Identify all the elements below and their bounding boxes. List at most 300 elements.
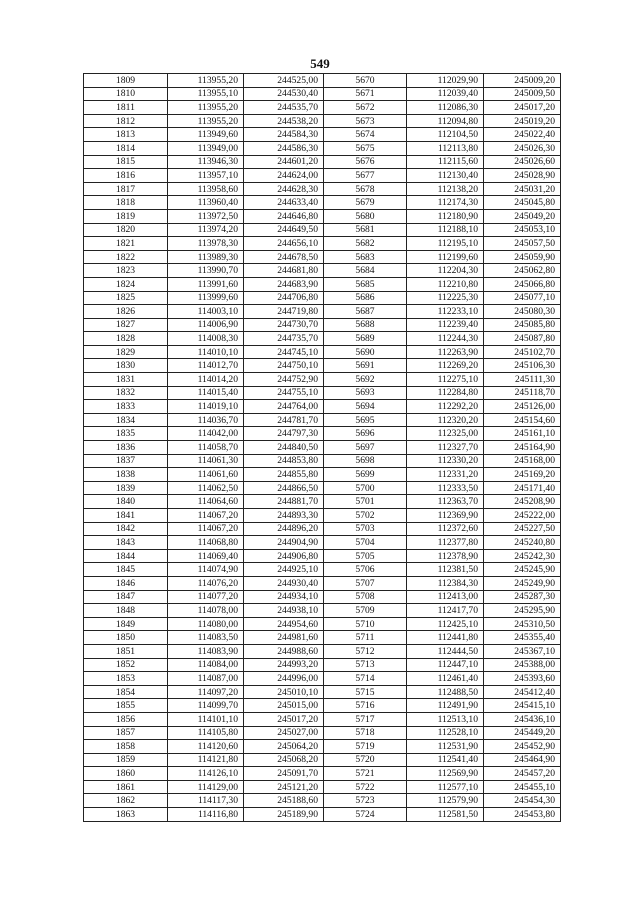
point-number-cell: 1843 [84, 536, 168, 550]
point-number-cell: 5672 [324, 101, 407, 115]
point-number-cell: 1840 [84, 495, 168, 509]
point-number-cell: 1824 [84, 277, 168, 291]
point-number-cell: 1814 [84, 141, 168, 155]
x-coordinate-cell: 112138,20 [407, 182, 484, 196]
x-coordinate-cell: 113955,10 [168, 87, 244, 101]
point-number-cell: 5674 [324, 128, 407, 142]
x-coordinate-cell: 112244,30 [407, 332, 484, 346]
point-number-cell: 1827 [84, 318, 168, 332]
x-coordinate-cell: 114064,60 [168, 495, 244, 509]
y-coordinate-cell: 244988,60 [244, 644, 324, 658]
x-coordinate-cell: 112325,00 [407, 427, 484, 441]
point-number-cell: 1841 [84, 509, 168, 523]
y-coordinate-cell: 245436,10 [484, 712, 561, 726]
x-coordinate-cell: 112330,20 [407, 454, 484, 468]
y-coordinate-cell: 244981,60 [244, 631, 324, 645]
point-number-cell: 1859 [84, 753, 168, 767]
x-coordinate-cell: 112320,20 [407, 413, 484, 427]
x-coordinate-cell: 114074,90 [168, 563, 244, 577]
x-coordinate-cell: 113990,70 [168, 264, 244, 278]
table-row [84, 400, 561, 414]
table-row [84, 114, 561, 128]
x-coordinate-cell: 112513,10 [407, 712, 484, 726]
x-coordinate-cell: 112417,70 [407, 604, 484, 618]
point-number-cell: 5720 [324, 753, 407, 767]
point-number-cell: 5700 [324, 481, 407, 495]
y-coordinate-cell: 245455,10 [484, 780, 561, 794]
point-number-cell: 1832 [84, 386, 168, 400]
x-coordinate-cell: 113955,20 [168, 74, 244, 88]
x-coordinate-cell: 112180,90 [407, 209, 484, 223]
x-coordinate-cell: 112363,70 [407, 495, 484, 509]
x-coordinate-cell: 112029,90 [407, 74, 484, 88]
point-number-cell: 5675 [324, 141, 407, 155]
x-coordinate-cell: 112284,80 [407, 386, 484, 400]
point-number-cell: 1813 [84, 128, 168, 142]
table-row [84, 264, 561, 278]
point-number-cell: 5680 [324, 209, 407, 223]
point-number-cell: 1853 [84, 672, 168, 686]
table-row [84, 359, 561, 373]
table-row [84, 250, 561, 264]
point-number-cell: 1862 [84, 794, 168, 808]
y-coordinate-cell: 245066,80 [484, 277, 561, 291]
x-coordinate-cell: 114120,60 [168, 740, 244, 754]
y-coordinate-cell: 244530,40 [244, 87, 324, 101]
x-coordinate-cell: 112569,90 [407, 767, 484, 781]
table-row [84, 685, 561, 699]
point-number-cell: 5707 [324, 576, 407, 590]
y-coordinate-cell: 245010,10 [244, 685, 324, 699]
point-number-cell: 5689 [324, 332, 407, 346]
x-coordinate-cell: 112233,10 [407, 305, 484, 319]
point-number-cell: 1819 [84, 209, 168, 223]
table-row [84, 413, 561, 427]
y-coordinate-cell: 244628,30 [244, 182, 324, 196]
table-row [84, 563, 561, 577]
x-coordinate-cell: 113960,40 [168, 196, 244, 210]
point-number-cell: 1837 [84, 454, 168, 468]
table-row [84, 209, 561, 223]
y-coordinate-cell: 245027,00 [244, 726, 324, 740]
table-row [84, 155, 561, 169]
point-number-cell: 1848 [84, 604, 168, 618]
point-number-cell: 5688 [324, 318, 407, 332]
table-row [84, 101, 561, 115]
y-coordinate-cell: 245022,40 [484, 128, 561, 142]
point-number-cell: 1844 [84, 549, 168, 563]
x-coordinate-cell: 112204,30 [407, 264, 484, 278]
point-number-cell: 1810 [84, 87, 168, 101]
y-coordinate-cell: 245457,20 [484, 767, 561, 781]
x-coordinate-cell: 112086,30 [407, 101, 484, 115]
point-number-cell: 1831 [84, 373, 168, 387]
point-number-cell: 1820 [84, 223, 168, 237]
point-number-cell: 5723 [324, 794, 407, 808]
y-coordinate-cell: 245154,60 [484, 413, 561, 427]
point-number-cell: 1861 [84, 780, 168, 794]
y-coordinate-cell: 244904,90 [244, 536, 324, 550]
x-coordinate-cell: 114015,40 [168, 386, 244, 400]
y-coordinate-cell: 245126,00 [484, 400, 561, 414]
y-coordinate-cell: 244853,80 [244, 454, 324, 468]
point-number-cell: 5678 [324, 182, 407, 196]
x-coordinate-cell: 114126,10 [168, 767, 244, 781]
x-coordinate-cell: 112377,80 [407, 536, 484, 550]
x-coordinate-cell: 112269,20 [407, 359, 484, 373]
table-row [84, 481, 561, 495]
y-coordinate-cell: 245087,80 [484, 332, 561, 346]
point-number-cell: 5679 [324, 196, 407, 210]
x-coordinate-cell: 113999,60 [168, 291, 244, 305]
x-coordinate-cell: 112195,10 [407, 237, 484, 251]
x-coordinate-cell: 114087,00 [168, 672, 244, 686]
y-coordinate-cell: 244781,70 [244, 413, 324, 427]
y-coordinate-cell: 244706,80 [244, 291, 324, 305]
point-number-cell: 5702 [324, 509, 407, 523]
point-number-cell: 1811 [84, 101, 168, 115]
table-row [84, 576, 561, 590]
point-number-cell: 5713 [324, 658, 407, 672]
y-coordinate-cell: 245026,60 [484, 155, 561, 169]
x-coordinate-cell: 112531,90 [407, 740, 484, 754]
table-row [84, 509, 561, 523]
x-coordinate-cell: 114067,20 [168, 509, 244, 523]
page-number: 549 [310, 56, 330, 71]
x-coordinate-cell: 114080,00 [168, 617, 244, 631]
point-number-cell: 5714 [324, 672, 407, 686]
y-coordinate-cell: 245412,40 [484, 685, 561, 699]
x-coordinate-cell: 112441,80 [407, 631, 484, 645]
point-number-cell: 1855 [84, 699, 168, 713]
y-coordinate-cell: 245164,90 [484, 441, 561, 455]
y-coordinate-cell: 245106,30 [484, 359, 561, 373]
y-coordinate-cell: 244586,30 [244, 141, 324, 155]
y-coordinate-cell: 244535,70 [244, 101, 324, 115]
x-coordinate-cell: 112292,20 [407, 400, 484, 414]
x-coordinate-cell: 112275,10 [407, 373, 484, 387]
x-coordinate-cell: 113974,20 [168, 223, 244, 237]
y-coordinate-cell: 244925,10 [244, 563, 324, 577]
x-coordinate-cell: 112369,90 [407, 509, 484, 523]
table-row [84, 237, 561, 251]
y-coordinate-cell: 244681,80 [244, 264, 324, 278]
point-number-cell: 5685 [324, 277, 407, 291]
point-number-cell: 5718 [324, 726, 407, 740]
point-number-cell: 1825 [84, 291, 168, 305]
x-coordinate-cell: 112384,30 [407, 576, 484, 590]
y-coordinate-cell: 245454,30 [484, 794, 561, 808]
y-coordinate-cell: 244993,20 [244, 658, 324, 672]
y-coordinate-cell: 245452,90 [484, 740, 561, 754]
x-coordinate-cell: 113991,60 [168, 277, 244, 291]
y-coordinate-cell: 245059,90 [484, 250, 561, 264]
point-number-cell: 5683 [324, 250, 407, 264]
y-coordinate-cell: 245287,30 [484, 590, 561, 604]
point-number-cell: 5703 [324, 522, 407, 536]
x-coordinate-cell: 112210,80 [407, 277, 484, 291]
table-row [84, 808, 561, 822]
table-row [84, 223, 561, 237]
table-row [84, 672, 561, 686]
point-number-cell: 1822 [84, 250, 168, 264]
table-row [84, 590, 561, 604]
table-row [84, 128, 561, 142]
x-coordinate-cell: 114058,70 [168, 441, 244, 455]
table-row [84, 305, 561, 319]
point-number-cell: 5717 [324, 712, 407, 726]
y-coordinate-cell: 244538,20 [244, 114, 324, 128]
y-coordinate-cell: 245310,50 [484, 617, 561, 631]
table-row [84, 780, 561, 794]
point-number-cell: 1854 [84, 685, 168, 699]
x-coordinate-cell: 112372,60 [407, 522, 484, 536]
y-coordinate-cell: 245208,90 [484, 495, 561, 509]
y-coordinate-cell: 245189,90 [244, 808, 324, 822]
y-coordinate-cell: 245102,70 [484, 345, 561, 359]
point-number-cell: 5697 [324, 441, 407, 455]
table-row [84, 454, 561, 468]
point-number-cell: 5698 [324, 454, 407, 468]
point-number-cell: 5694 [324, 400, 407, 414]
table-row [84, 345, 561, 359]
x-coordinate-cell: 112115,60 [407, 155, 484, 169]
y-coordinate-cell: 244752,90 [244, 373, 324, 387]
table-row [84, 617, 561, 631]
point-number-cell: 5711 [324, 631, 407, 645]
x-coordinate-cell: 112444,50 [407, 644, 484, 658]
table-row [84, 277, 561, 291]
y-coordinate-cell: 244525,00 [244, 74, 324, 88]
table-row [84, 441, 561, 455]
point-number-cell: 5705 [324, 549, 407, 563]
y-coordinate-cell: 245222,00 [484, 509, 561, 523]
x-coordinate-cell: 112039,40 [407, 87, 484, 101]
table-row [84, 753, 561, 767]
y-coordinate-cell: 244934,10 [244, 590, 324, 604]
point-number-cell: 5681 [324, 223, 407, 237]
y-coordinate-cell: 244896,20 [244, 522, 324, 536]
table-row [84, 604, 561, 618]
table-row [84, 740, 561, 754]
x-coordinate-cell: 114061,60 [168, 468, 244, 482]
point-number-cell: 5724 [324, 808, 407, 822]
x-coordinate-cell: 114012,70 [168, 359, 244, 373]
point-number-cell: 1858 [84, 740, 168, 754]
y-coordinate-cell: 244840,50 [244, 441, 324, 455]
point-number-cell: 5693 [324, 386, 407, 400]
x-coordinate-cell: 114008,30 [168, 332, 244, 346]
y-coordinate-cell: 244866,50 [244, 481, 324, 495]
point-number-cell: 1856 [84, 712, 168, 726]
x-coordinate-cell: 114077,20 [168, 590, 244, 604]
x-coordinate-cell: 112491,90 [407, 699, 484, 713]
point-number-cell: 5690 [324, 345, 407, 359]
x-coordinate-cell: 114042,00 [168, 427, 244, 441]
x-coordinate-cell: 114003,10 [168, 305, 244, 319]
x-coordinate-cell: 114083,50 [168, 631, 244, 645]
point-number-cell: 5719 [324, 740, 407, 754]
table-row [84, 726, 561, 740]
point-number-cell: 5710 [324, 617, 407, 631]
x-coordinate-cell: 112333,50 [407, 481, 484, 495]
y-coordinate-cell: 245053,10 [484, 223, 561, 237]
point-number-cell: 5709 [324, 604, 407, 618]
y-coordinate-cell: 245080,30 [484, 305, 561, 319]
point-number-cell: 1834 [84, 413, 168, 427]
point-number-cell: 1816 [84, 169, 168, 183]
point-number-cell: 1817 [84, 182, 168, 196]
point-number-cell: 5701 [324, 495, 407, 509]
point-number-cell: 5682 [324, 237, 407, 251]
x-coordinate-cell: 112378,90 [407, 549, 484, 563]
point-number-cell: 1857 [84, 726, 168, 740]
y-coordinate-cell: 244646,80 [244, 209, 324, 223]
table-row [84, 318, 561, 332]
x-coordinate-cell: 114006,90 [168, 318, 244, 332]
y-coordinate-cell: 245009,20 [484, 74, 561, 88]
x-coordinate-cell: 114014,20 [168, 373, 244, 387]
point-number-cell: 5704 [324, 536, 407, 550]
y-coordinate-cell: 244906,80 [244, 549, 324, 563]
table-row [84, 631, 561, 645]
x-coordinate-cell: 112488,50 [407, 685, 484, 699]
table-row [84, 87, 561, 101]
x-coordinate-cell: 114067,20 [168, 522, 244, 536]
point-number-cell: 1826 [84, 305, 168, 319]
x-coordinate-cell: 114083,90 [168, 644, 244, 658]
x-coordinate-cell: 112425,10 [407, 617, 484, 631]
point-number-cell: 5706 [324, 563, 407, 577]
point-number-cell: 5708 [324, 590, 407, 604]
x-coordinate-cell: 112239,40 [407, 318, 484, 332]
table-row [84, 196, 561, 210]
y-coordinate-cell: 245169,20 [484, 468, 561, 482]
y-coordinate-cell: 245062,80 [484, 264, 561, 278]
y-coordinate-cell: 244633,40 [244, 196, 324, 210]
x-coordinate-cell: 114105,80 [168, 726, 244, 740]
x-coordinate-cell: 114010,10 [168, 345, 244, 359]
y-coordinate-cell: 244750,10 [244, 359, 324, 373]
x-coordinate-cell: 114099,70 [168, 699, 244, 713]
y-coordinate-cell: 245188,60 [244, 794, 324, 808]
point-number-cell: 1833 [84, 400, 168, 414]
point-number-cell: 5721 [324, 767, 407, 781]
x-coordinate-cell: 114084,00 [168, 658, 244, 672]
y-coordinate-cell: 245355,40 [484, 631, 561, 645]
y-coordinate-cell: 244584,30 [244, 128, 324, 142]
point-number-cell: 1836 [84, 441, 168, 455]
x-coordinate-cell: 114117,30 [168, 794, 244, 808]
point-number-cell: 1830 [84, 359, 168, 373]
y-coordinate-cell: 245026,30 [484, 141, 561, 155]
table-row [84, 536, 561, 550]
x-coordinate-cell: 112113,80 [407, 141, 484, 155]
table-row [84, 74, 561, 88]
table-row [84, 658, 561, 672]
table-row [84, 699, 561, 713]
y-coordinate-cell: 245049,20 [484, 209, 561, 223]
y-coordinate-cell: 244996,00 [244, 672, 324, 686]
y-coordinate-cell: 244893,30 [244, 509, 324, 523]
y-coordinate-cell: 245161,10 [484, 427, 561, 441]
y-coordinate-cell: 245015,00 [244, 699, 324, 713]
y-coordinate-cell: 245453,80 [484, 808, 561, 822]
y-coordinate-cell: 245028,90 [484, 169, 561, 183]
table-row [84, 386, 561, 400]
x-coordinate-cell: 112331,20 [407, 468, 484, 482]
x-coordinate-cell: 114069,40 [168, 549, 244, 563]
y-coordinate-cell: 244954,60 [244, 617, 324, 631]
point-number-cell: 5722 [324, 780, 407, 794]
point-number-cell: 1818 [84, 196, 168, 210]
x-coordinate-cell: 114078,00 [168, 604, 244, 618]
table-row [84, 373, 561, 387]
y-coordinate-cell: 245077,10 [484, 291, 561, 305]
table-row [84, 549, 561, 563]
y-coordinate-cell: 245388,00 [484, 658, 561, 672]
point-number-cell: 1850 [84, 631, 168, 645]
x-coordinate-cell: 112447,10 [407, 658, 484, 672]
x-coordinate-cell: 113946,30 [168, 155, 244, 169]
y-coordinate-cell: 245367,10 [484, 644, 561, 658]
y-coordinate-cell: 245019,20 [484, 114, 561, 128]
table-row [84, 794, 561, 808]
x-coordinate-cell: 112581,50 [407, 808, 484, 822]
x-coordinate-cell: 114116,80 [168, 808, 244, 822]
y-coordinate-cell: 245415,10 [484, 699, 561, 713]
point-number-cell: 5716 [324, 699, 407, 713]
y-coordinate-cell: 245464,90 [484, 753, 561, 767]
point-number-cell: 5696 [324, 427, 407, 441]
y-coordinate-cell: 244855,80 [244, 468, 324, 482]
y-coordinate-cell: 244719,80 [244, 305, 324, 319]
table-row [84, 644, 561, 658]
table-row [84, 495, 561, 509]
x-coordinate-cell: 113978,30 [168, 237, 244, 251]
point-number-cell: 1828 [84, 332, 168, 346]
x-coordinate-cell: 112263,90 [407, 345, 484, 359]
x-coordinate-cell: 114101,10 [168, 712, 244, 726]
point-number-cell: 5686 [324, 291, 407, 305]
y-coordinate-cell: 245171,40 [484, 481, 561, 495]
point-number-cell: 1860 [84, 767, 168, 781]
coordinates-table [83, 73, 561, 822]
y-coordinate-cell: 245111,30 [484, 373, 561, 387]
table-row [84, 291, 561, 305]
point-number-cell: 1845 [84, 563, 168, 577]
x-coordinate-cell: 113949,00 [168, 141, 244, 155]
x-coordinate-cell: 112579,90 [407, 794, 484, 808]
table-row [84, 169, 561, 183]
x-coordinate-cell: 112528,10 [407, 726, 484, 740]
point-number-cell: 1821 [84, 237, 168, 251]
y-coordinate-cell: 244938,10 [244, 604, 324, 618]
point-number-cell: 1829 [84, 345, 168, 359]
x-coordinate-cell: 113972,50 [168, 209, 244, 223]
point-number-cell: 1852 [84, 658, 168, 672]
point-number-cell: 1847 [84, 590, 168, 604]
point-number-cell: 5712 [324, 644, 407, 658]
table-row [84, 141, 561, 155]
y-coordinate-cell: 245295,90 [484, 604, 561, 618]
y-coordinate-cell: 244649,50 [244, 223, 324, 237]
table-row [84, 182, 561, 196]
y-coordinate-cell: 245091,70 [244, 767, 324, 781]
x-coordinate-cell: 114061,30 [168, 454, 244, 468]
point-number-cell: 5673 [324, 114, 407, 128]
coordinates-table-body [84, 74, 561, 822]
